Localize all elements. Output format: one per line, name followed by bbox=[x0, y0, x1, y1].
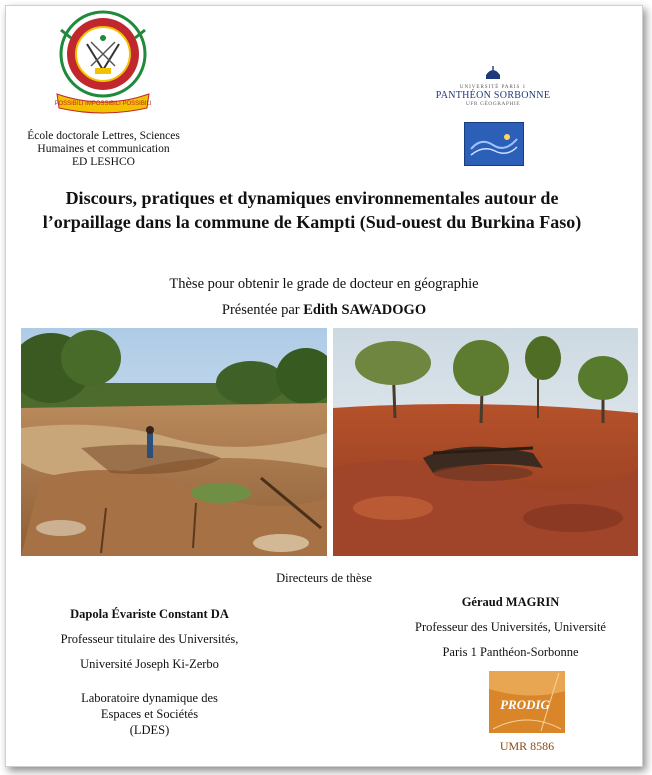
thesis-cover-page bbox=[5, 5, 643, 767]
university-logo bbox=[51, 8, 155, 114]
sorbonne-ufr: UFR GÉOGRAPHIE bbox=[465, 101, 521, 107]
laboratory-line-3: (LDES) bbox=[129, 723, 170, 737]
sorbonne-university-label: UNIVERSITÉ PARIS 1 bbox=[459, 85, 527, 90]
laboratory-line-2: Espaces et Sociétés bbox=[100, 707, 199, 721]
thesis-subtitle: Thèse pour obtenir le grade de docteur en géographie bbox=[169, 276, 479, 292]
prodig-text: PRODIG bbox=[500, 697, 550, 712]
doctoral-school bbox=[16, 130, 191, 169]
sorbonne-logo bbox=[426, 66, 560, 107]
director-2-role-2: Paris 1 Panthéon-Sorbonne bbox=[442, 645, 579, 659]
director-1-role-1: Professeur titulaire des Universités, bbox=[60, 632, 239, 646]
thesis-title: Discours, pratiques et dynamiques environnementales autour de l’orpaillage dans la commune de Kampti (Sud-ouest du Burkina Faso) bbox=[42, 188, 582, 232]
director-1-role-2: Université Joseph Ki-Zerbo bbox=[80, 657, 219, 671]
director-2-role-1: Professeur des Universités, Université bbox=[415, 620, 606, 634]
doctoral-school-line-2: Humaines et communication bbox=[37, 143, 170, 155]
doctoral-school-line-3: ED LESHCO bbox=[72, 156, 135, 168]
blue-institution-logo bbox=[464, 122, 524, 166]
director-2 bbox=[388, 590, 633, 665]
presented-by bbox=[6, 302, 642, 319]
director-1 bbox=[32, 602, 267, 677]
director-2-name: Géraud MAGRIN bbox=[461, 595, 560, 609]
laboratory-line-1: Laboratoire dynamique des bbox=[81, 691, 218, 705]
umr-number: UMR 8586 bbox=[499, 739, 555, 753]
prodig-logo bbox=[489, 671, 565, 733]
author-name: Edith SAWADOGO bbox=[303, 302, 427, 318]
director-1-name: Dapola Évariste Constant DA bbox=[70, 607, 229, 621]
laboratory bbox=[32, 690, 267, 738]
dome-icon bbox=[483, 66, 503, 80]
mining-site-photo bbox=[21, 328, 327, 556]
directors-label: Directeurs de thèse bbox=[276, 571, 372, 585]
degraded-land-photo bbox=[333, 328, 638, 556]
presented-by-label: Présentée par bbox=[221, 302, 304, 318]
doctoral-school-line-1: École doctorale Lettres, Sciences bbox=[27, 130, 180, 142]
sorbonne-name: PANTHÉON SORBONNE bbox=[435, 90, 551, 101]
logo-ribbon-text: POSSIBILI IMPOSSIBILI POSSIBILI bbox=[54, 101, 152, 107]
